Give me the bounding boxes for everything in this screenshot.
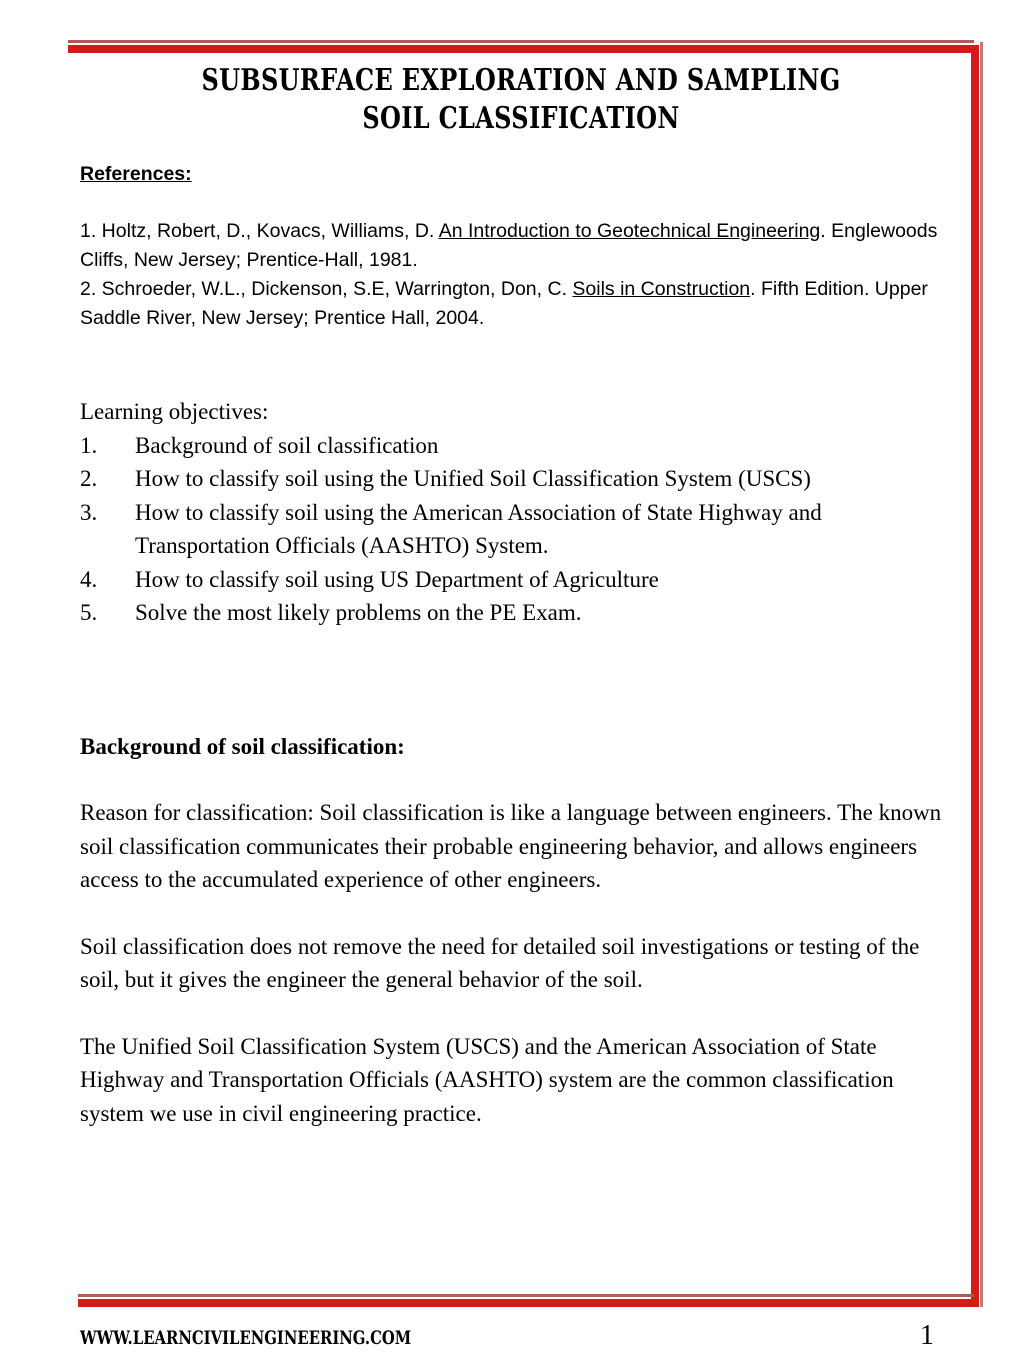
frame-right-accent-bar bbox=[971, 45, 979, 1307]
reference-authors: 1. Holtz, Robert, D., Kovacs, Williams, D. bbox=[80, 220, 439, 242]
list-item-number: 1. bbox=[80, 432, 98, 458]
spacer bbox=[80, 763, 960, 796]
reference-authors: 2. Schroeder, W.L., Dickenson, S.E, Warrington, Don, C. bbox=[80, 278, 573, 300]
document-content bbox=[80, 160, 960, 1130]
list-item bbox=[80, 496, 960, 563]
footer-page-number: 1 bbox=[920, 1320, 934, 1351]
spacer bbox=[80, 333, 960, 395]
frame-bottom-accent-bar bbox=[78, 1299, 979, 1307]
spacer bbox=[80, 897, 960, 930]
list-item-label: Background of soil classification bbox=[135, 432, 439, 458]
frame-right-accent-shadow bbox=[980, 42, 983, 1307]
list-item bbox=[80, 462, 960, 496]
frame-bottom-accent-shadow bbox=[78, 1294, 974, 1297]
reference-item bbox=[80, 217, 960, 275]
learning-objectives-section bbox=[80, 395, 960, 630]
list-item-number: 3. bbox=[80, 499, 98, 525]
list-item-number: 4. bbox=[80, 566, 98, 592]
reference-work-title: Soils in Construction bbox=[572, 278, 751, 300]
list-item-label: Solve the most likely problems on the PE Exam. bbox=[135, 600, 582, 625]
reference-publication: . Fifth Edition. Upper Saddle River, New Jersey; Prentice Hall, 2004. bbox=[80, 278, 928, 329]
list-item-number: 2. bbox=[80, 466, 98, 491]
background-heading: Background of soil classification: bbox=[80, 733, 405, 759]
reference-work-title: An Introduction to Geotechnical Engineering bbox=[438, 220, 821, 242]
list-item-label: How to classify soil using the Unified Soil Classification System (USCS) bbox=[135, 466, 811, 491]
list-item bbox=[80, 429, 960, 463]
background-paragraph: Soil classification does not remove the need for detailed soil investigations or testing of the soil, but it gives the engineer the general behavior of the soil. bbox=[80, 933, 920, 992]
learning-objectives-list bbox=[80, 429, 960, 630]
spacer bbox=[80, 630, 960, 730]
page-title-line-1: SUBSURFACE EXPLORATION AND SAMPLING bbox=[201, 63, 841, 98]
list-item bbox=[80, 596, 960, 630]
list-item bbox=[80, 563, 960, 597]
spacer bbox=[80, 997, 960, 1030]
background-paragraph: The Unified Soil Classification System (USCS) and the American Association of State Highway and Transportation Officials (AASHTO) system are the common classification system we use in civil engineering practice. bbox=[80, 1033, 894, 1126]
list-item-label: How to classify soil using the American Association of State Highway and Transportation Officials (AASHTO) System. bbox=[135, 499, 822, 558]
references-section bbox=[80, 160, 960, 333]
references-heading: References: bbox=[80, 163, 192, 185]
page-title bbox=[68, 62, 974, 138]
frame-top-accent-shadow bbox=[68, 40, 974, 43]
reference-item bbox=[80, 275, 960, 333]
page-title-line-2: SOIL CLASSIFICATION bbox=[362, 101, 680, 136]
list-item-label: How to classify soil using US Department of Agriculture bbox=[135, 566, 659, 592]
footer-website: WWW.LEARNCIVILENGINEERING.COM bbox=[80, 1327, 412, 1349]
learning-objectives-heading: Learning objectives: bbox=[80, 399, 269, 424]
background-paragraph: Reason for classification: Soil classification is like a language between engineers. The known soil classification communicates their probable engineering behavior, and allows engineers access to the accumulated experience of other engineers. bbox=[80, 800, 942, 892]
reference-publication: . Englewoods Cliffs, New Jersey; Prentice-Hall, 1981. bbox=[80, 220, 938, 271]
list-item-number: 5. bbox=[80, 600, 98, 625]
frame-top-accent-bar bbox=[68, 45, 979, 53]
background-section bbox=[80, 730, 960, 1131]
